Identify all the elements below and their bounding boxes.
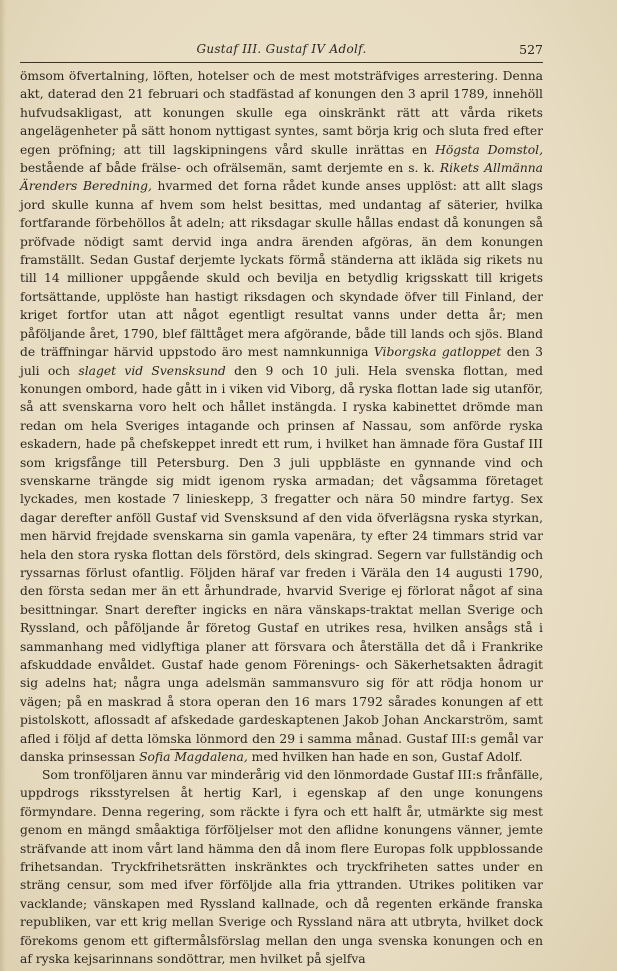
- text-segment: ömsom öfvertalning, löften, hotelser och de mest motsträfviges arrestering. Denna akt, daterad den 21 februari och stadfästad af konungen den 3 april 1789, innehöll hufvudsakligast, att konungen skulle ega oinskränkt rätt att vårda rikets angelägenheter på sätt honom nyttigast syntes, samt börja krig och sluta fred efter egen pröfning; att till lagskipningens vård skulle inrättas en: [20, 69, 543, 157]
- emphasis-hogsta-domstol: Högsta Domstol,: [435, 142, 543, 157]
- text-segment: den 9 och 10 juli. Hela svenska flottan, med konungen ombord, hade gått in i viken vid Viborg, då ryska flottan lade sig utanför, så att svenskarna voro helt och hållet instängda. I ryska kabinettet drömde man redan om hela Sveriges intagande och prinsen af Nassau, som anförde ryska eskadern, hade på chefskeppet inredt ett rum, i hvilket han ämnade föra Gustaf III som krigsfånge till Petersburg. Den 3 juli uppbläste en gynnande vind och svenskarne trängde sig midt igenom ryska armadan; det vågsamma företaget lyckades, men kostade 7 linieskepp, 3 fregatter och nära 50 mindre fartyg. Sex dagar derefter anföll Gustaf vid Svensksund af den vida öfverlägsna ryska styrkan, men härvid frejdade svenskarna sin gamla vapenära, ty efter 24 timmars strid var hela den stora ryska flottan dels förstörd, dels skingrad. Segern var fullständig och ryssarnas förlust ofantlig. Följden häraf var freden i Väräla den 14 augusti 1790, den första sedan mer än ett århundrade, hvarvid Sverige ej förlorat något af sina besittningar. Snart derefter ingicks en nära vänskaps-traktat mellan Sverige och Ryssland, och påföljande år företog Gustaf en utrikes resa, hvilken ansågs stå i sammanhang med vidlyftiga planer att försvara och återställa det då i Frankrike afskuddade envåldet. Gustaf hade genom Förenings- och Säkerhetsakten ådragit sig adelns hat; några unga adelsmän sammansvuro sig för att rödja honom ur vägen; på en maskrad å stora operan den 16 mars 1792 sårades konungen af ett pistolskott, aflossadt af afskedade gardeskaptenen Jakob Johan Anckarström, samt afled i följd af detta lömska lönmord den 29 i samma månad. Gustaf III:s gemål var danska prinsessan: [20, 363, 543, 765]
- emphasis-viborgska-gatloppet: Viborgska gatloppet: [373, 345, 502, 360]
- page-header: [20, 38, 543, 63]
- text-segment: bestående af både frälse- och ofrälsemän, samt derjemte en s. k.: [20, 161, 440, 176]
- text-segment: hvarmed det forna rådet kunde anses upplöst: att allt slags jord skulle kunna af hvem som helst besittas, med undantag af säterier, hvilka fortfarande förbehöllos åt adeln; att riksdagar skulle hållas endast då konungen så pröfvade nödigt samt dervid inga andra ärenden afgöras, än dem konungen framställt. Sedan Gustaf derjemte lyckats förmå ständerna att ikläda sig rikets nu till 14 millioner uppgående skuld och bevilja en betydlig krigsskatt till krigets fortsättande, upplöste han hastigt riksdagen och skyndade öfver till Finland, der kriget fortfor utan att något egentligt resultat vanns under detta år; men påföljande året, 1790, blef fälttåget mera afgörande, både till lands och sjös. Bland de träffningar härvid uppstodo äro mest namnkunniga: [20, 179, 543, 360]
- emphasis-rikets-beredning: Rikets Allmänna Ärenders Beredning,: [20, 161, 543, 194]
- running-title: Gustaf III. Gustaf IV Adolf.: [196, 42, 367, 56]
- page-edge-shadow: [0, 0, 6, 971]
- text-segment: med hvilken han hade en son, Gustaf Adolf.: [247, 750, 523, 765]
- paragraph-2-text: Som tronföljaren ännu var minderårig vid den lönmordade Gustaf III:s frånfälle, uppdrogs riksstyrelsen åt hertig Karl, i egenskap af den unge konungens förmyndare. Denna regering, som räckte i fyra och ett halft år, utmärkte sig mest genom en mängd småaktiga förföljelser mot den aflidne konungens vänner, jemte sträfvande att inom vårt land hämma den då inom flere Europas folk uppblossande frihetsandan. Tryckfrihetsrätten inskränktes och tryckfriheten sattes under en sträng censur, som med ifver förföljde alla fria yttranden. Utrikes politiken var vacklande; vänskapen med Ryssland kallnade, och då regenten erkände franska republiken, var ett krig mellan Sverige och Ryssland nära att utbryta, hvilket dock förekoms genom ett giftermålsförslag mellan den unga svenska konungen och en af ryska kejsarinnans sondöttrar, men hvilket på sjelfva: [20, 768, 543, 967]
- section-divider: [170, 749, 380, 750]
- emphasis-slaget-svensksund: slaget vid Svensksund: [78, 363, 226, 378]
- page-number: 527: [519, 42, 543, 57]
- text-segment: den 3 juli och: [20, 345, 543, 378]
- paragraph-2: [20, 766, 543, 968]
- emphasis-sofia-magdalena: Sofia Magdalena,: [139, 750, 248, 765]
- paragraph-1: [20, 67, 543, 766]
